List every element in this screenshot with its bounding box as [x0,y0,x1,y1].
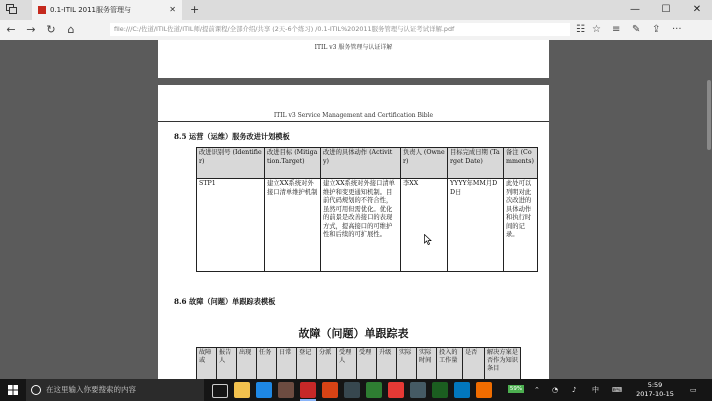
task-view-icon[interactable] [212,384,228,398]
table-header-cell: 备注 (Comments) [504,148,538,179]
table-header-cell: 受理 [357,348,377,380]
previous-page-header: ITIL v3 服务管理与认证详解 [314,44,393,51]
store-app-icon[interactable] [278,382,294,398]
mouse-cursor-icon [424,234,432,245]
pdf-page-current [158,85,549,379]
table-header-cell: 故障或 [197,348,217,380]
table-cell: STP1 [197,179,265,272]
favorite-star-icon[interactable]: ☆ [592,24,601,35]
table-header-cell: 任务 [257,348,277,380]
clock-time: 5:59 [647,381,663,389]
tab-strip [0,0,712,20]
scrollbar-thumb[interactable] [707,80,711,150]
forward-arrow-icon[interactable]: → [26,23,36,36]
table-header-cell: 升级 [377,348,397,380]
player-app-icon[interactable] [388,382,404,398]
header-rule [158,121,549,122]
table-header-cell: 改进识别号 (Identifier) [197,148,265,179]
section-8-6-title: 8.6 故障（问题）单跟踪表模板 [174,297,276,306]
edge-browser-icon[interactable] [256,382,272,398]
table-header-cell: 实际时间 [417,348,437,380]
tab-title: 0.1-ITIL 2011服务管理与 [50,6,132,14]
table-header-cell: 改进的具体动作 (Activity) [321,148,401,179]
network-icon[interactable]: ◔ [552,386,559,394]
settings-app-icon[interactable] [410,382,426,398]
pdf-icon [38,6,46,14]
volume-icon[interactable]: ♪ [572,386,577,394]
table-cell: 此处可以列明对此次改进的具体动作和执行时间的记录。 [504,179,538,272]
table-header-cell: 目标完成日期 (Target Date) [448,148,504,179]
table-header-cell: 实际 [397,348,417,380]
refresh-icon[interactable]: ↻ [46,23,56,36]
section-8-5-title: 8.5 运营（运维）服务改进计划模板 [174,132,290,141]
table-header-row [197,348,521,380]
notifications-icon[interactable]: ▭ [690,386,697,394]
pdf-page-previous [158,40,549,78]
table-header-cell: 受理人 [337,348,357,380]
table-cell: 建立XX系统对外接口清单维护机制 [265,179,321,272]
navigation-bar [0,20,712,40]
running-header: ITIL v3 Service Management and Certification Bible [273,112,434,119]
ime-indicator[interactable]: 中 [592,386,599,394]
table-cell: 建立XX系统对外接口清单维护和变更通知机制。目前代码规划的不符合性，虽然可用但需优化。优化的前景是改善接口的表现方式，提高接口的可维护性和后续的可扩展性。 [321,179,401,272]
favorites-hub-icon[interactable]: ≡ [612,24,621,35]
powerpoint-icon[interactable] [322,382,338,398]
windows-start-icon[interactable] [0,379,26,401]
pdf-viewer[interactable] [0,40,712,379]
table-header-cell: 是否 [463,348,485,380]
tray-chevron-icon[interactable]: ⌃ [534,386,540,394]
maximize-button[interactable]: ☐ [661,4,671,15]
table-header-cell: 分派 [317,348,337,380]
taskbar-search-box[interactable] [26,379,204,401]
table-row [197,179,538,272]
improvement-plan-table [196,147,538,272]
word-icon[interactable] [454,382,470,398]
minimize-button[interactable]: — [630,4,640,15]
tab-close-icon[interactable]: ✕ [169,5,176,14]
table-header-cell: 负责人 (Owner) [401,148,448,179]
excel-icon[interactable] [432,382,448,398]
close-window-button[interactable]: ✕ [692,4,702,15]
tab-active[interactable] [32,0,182,20]
search-placeholder: 在这里输入你要搜索的内容 [46,385,136,394]
home-icon[interactable]: ⌂ [67,23,75,36]
issue-tracking-table [196,347,521,379]
table-header-cell: 投入的工作量 [437,348,463,380]
reading-view-icon[interactable]: ☷ [576,24,585,35]
table-cell: 李XX [401,179,448,272]
cortana-icon [31,385,41,395]
table-header-cell: 报告人 [217,348,237,380]
share-icon[interactable]: ⇪ [652,24,661,35]
table-header-cell: 出现 [237,348,257,380]
tab-overview-icon[interactable] [6,4,18,14]
app-icon[interactable] [476,382,492,398]
notes-pen-icon[interactable]: ✎ [632,24,641,35]
clock-date: 2017-10-15 [636,390,674,398]
battery-indicator[interactable]: 59% [509,386,523,392]
keyboard-icon[interactable]: ⌨ [612,386,623,394]
more-menu-icon[interactable]: ··· [672,24,682,35]
table-header-cell: 改进目标 (Mitigation.Target) [265,148,321,179]
tracking-table-title: 故障（问题）单跟踪表 [298,327,409,340]
chat-app-icon[interactable] [366,382,382,398]
file-explorer-icon[interactable] [234,382,250,398]
table-header-cell: 登记 [297,348,317,380]
table-header-cell: 解决方案是否作为知识条目 [485,348,521,380]
pdf-reader-icon[interactable] [300,382,316,398]
system-clock[interactable] [632,381,678,399]
address-bar[interactable]: file:///C:/佐道/ITIL佐道/ITIL师/提前课程/全部介绍/共享 (2天-6个练习) /0.1-ITIL%202011服务管理与认证考试详解.pdf [110,23,570,36]
taskbar [0,379,712,401]
table-header-cell: 日常 [277,348,297,380]
table-header-row [197,148,538,179]
table-cell: YYYY年MM月DD日 [448,179,504,272]
app-icon[interactable] [344,382,360,398]
back-arrow-icon[interactable]: ← [6,23,16,36]
new-tab-button[interactable]: + [190,3,200,16]
vertical-scrollbar[interactable] [706,40,712,379]
